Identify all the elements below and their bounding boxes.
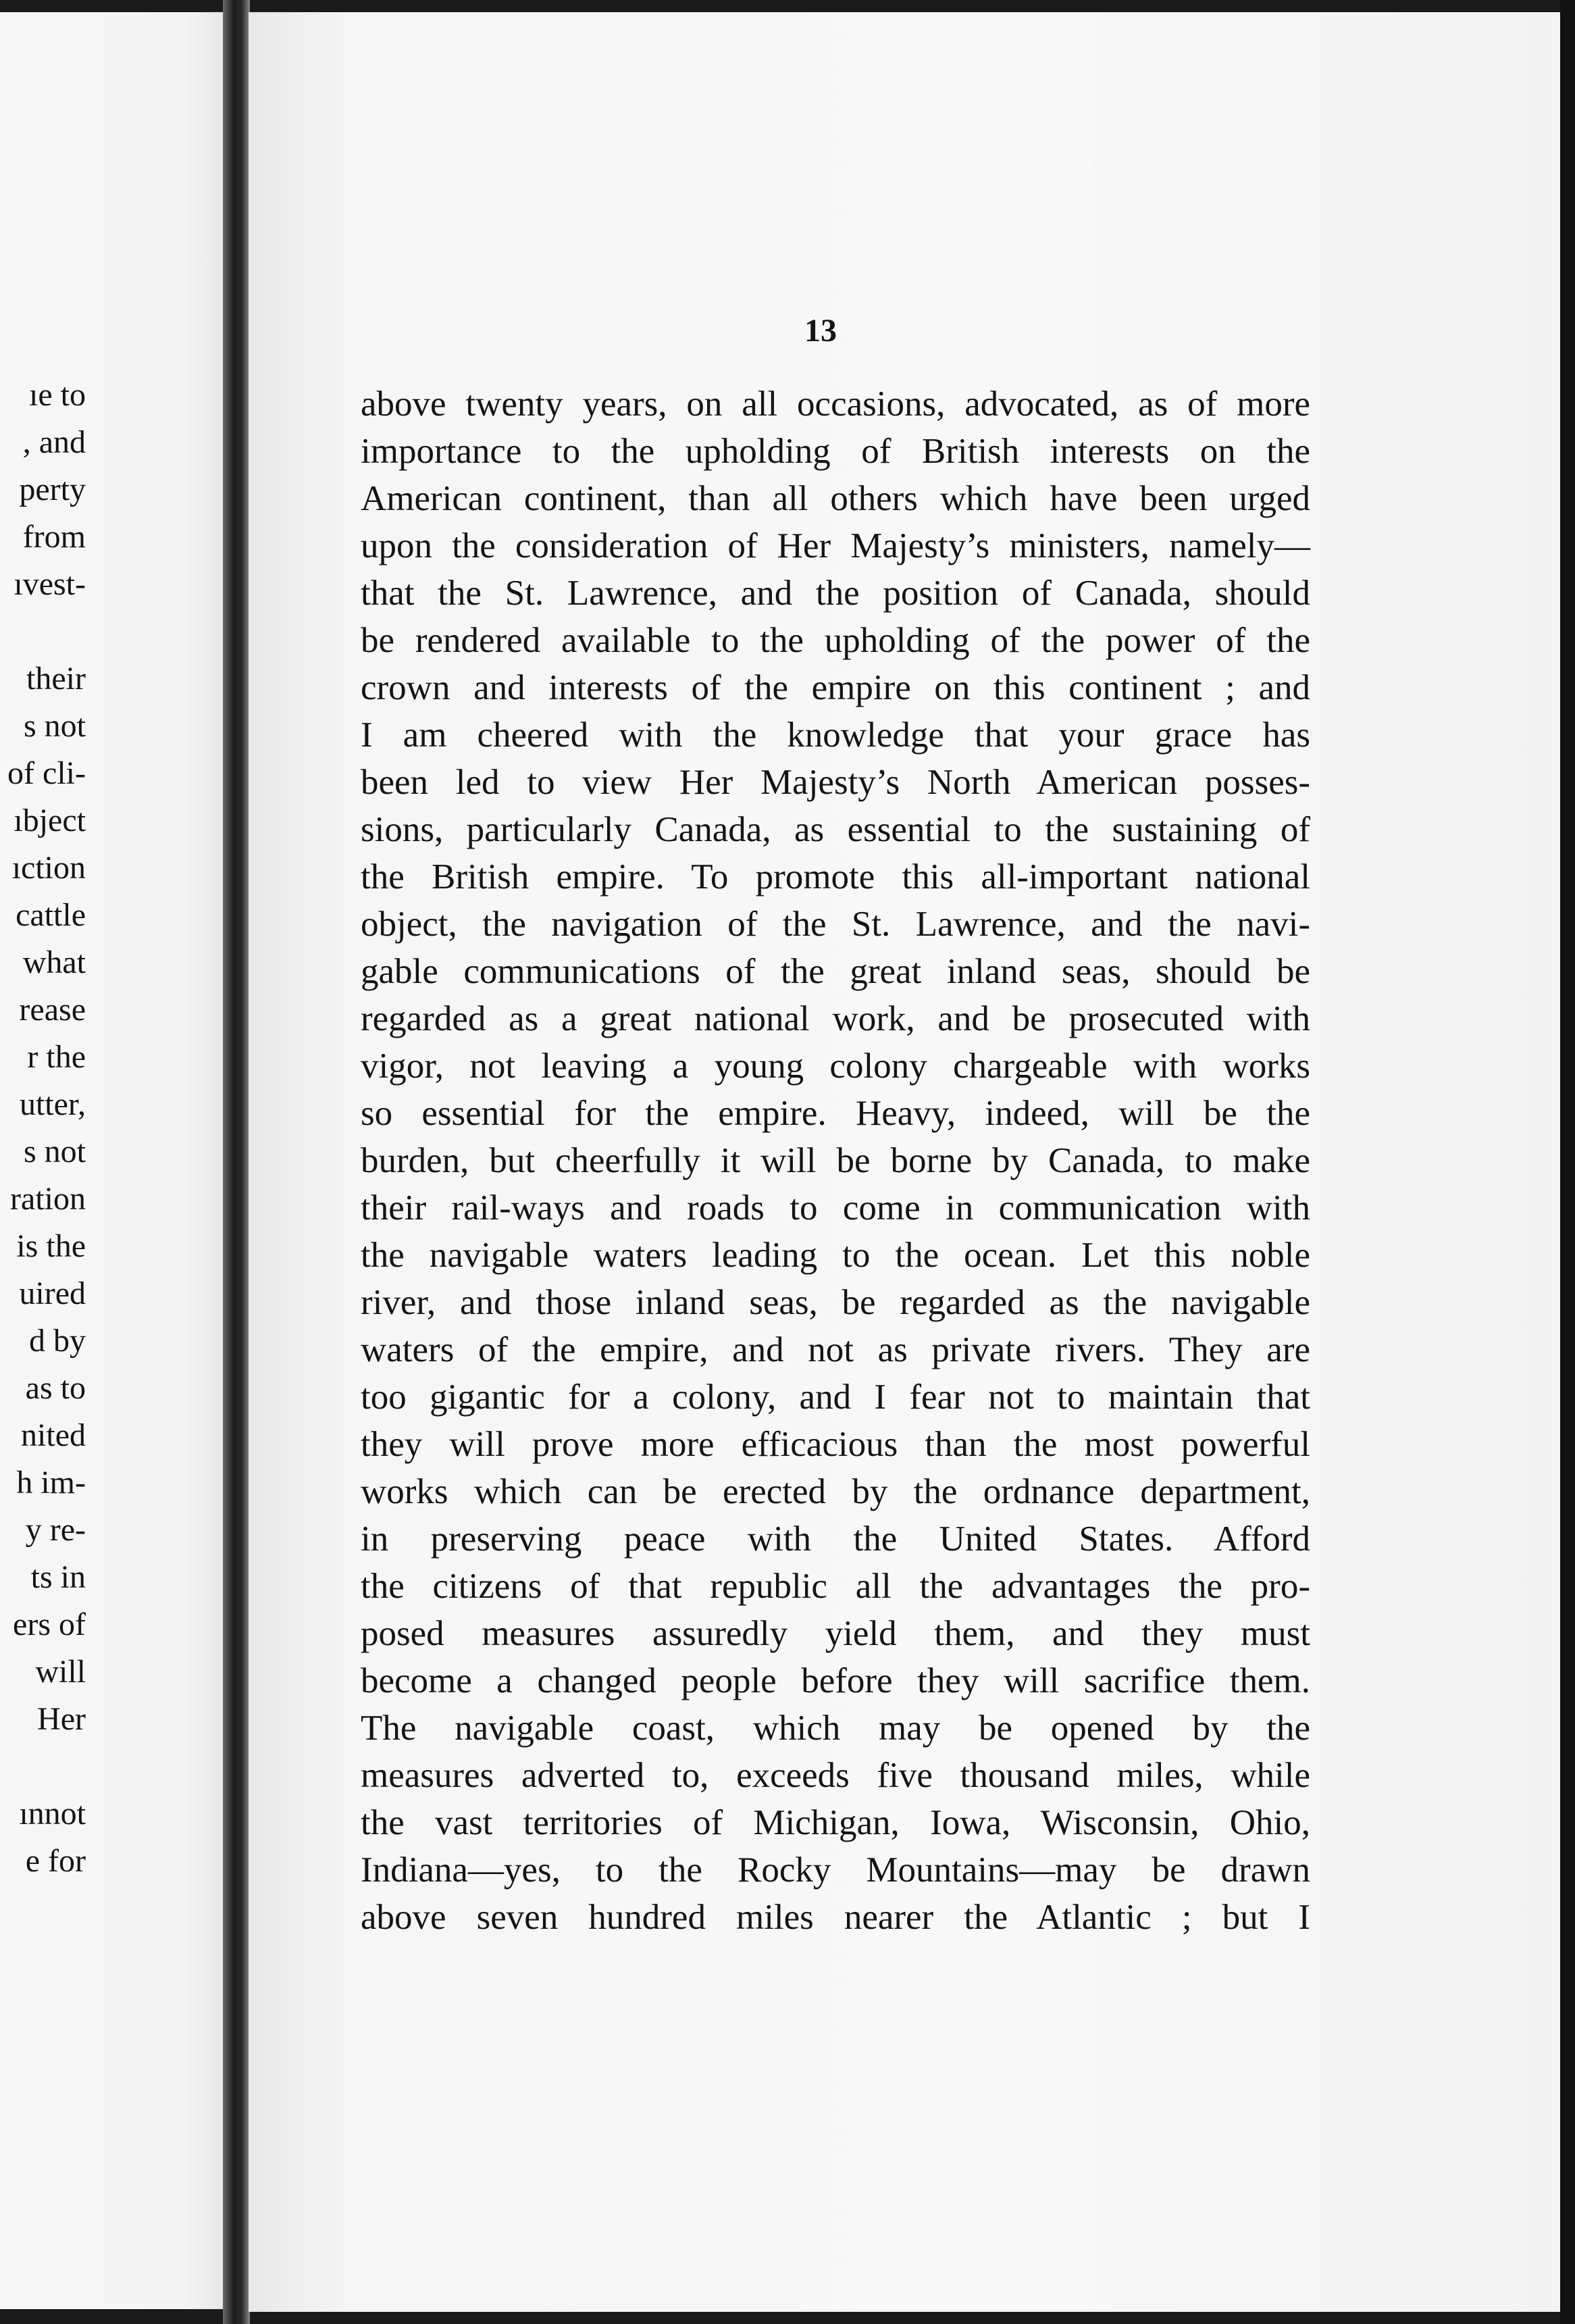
text-line: the citizens of that republic all the advantages the pro-	[361, 1567, 1310, 1606]
body-text	[361, 380, 1310, 1941]
left-page-line: rease	[19, 992, 86, 1028]
left-page-line: ts in	[30, 1559, 86, 1595]
text-line: sions, particularly Canada, as essential to the sustaining of	[361, 810, 1310, 849]
text-line: that the St. Lawrence, and the position of Canada, should	[361, 574, 1310, 613]
text-line: The navigable coast, which may be opened by the	[361, 1709, 1310, 1748]
left-page-line: , and	[22, 424, 86, 460]
text-line: so essential for the empire. Heavy, indeed, will be the	[361, 1094, 1310, 1133]
left-page-line: s not	[23, 708, 86, 744]
page-number: 13	[804, 313, 837, 349]
text-line: burden, but cheerfully it will be borne by Canada, to make	[361, 1141, 1310, 1180]
text-line: their rail-ways and roads to come in communication with	[361, 1188, 1310, 1228]
left-page-line: e for	[25, 1843, 86, 1879]
left-page-line: uired	[19, 1275, 86, 1311]
text-line: importance to the upholding of British interests on the	[361, 432, 1310, 471]
left-page-line: Her	[37, 1701, 86, 1737]
text-line: too gigantic for a colony, and I fear not to maintain that	[361, 1378, 1310, 1417]
left-page-line: r the	[27, 1039, 86, 1075]
left-page-line: utter,	[19, 1086, 86, 1122]
left-page-line: is the	[16, 1228, 86, 1264]
text-line: posed measures assuredly yield them, and they must	[361, 1614, 1310, 1653]
text-line: American continent, than all others which have been urged	[361, 479, 1310, 518]
left-page-line: their	[26, 661, 86, 697]
left-page-line: s not	[23, 1134, 86, 1169]
text-line: the navigable waters leading to the ocean. Let this noble	[361, 1236, 1310, 1275]
left-page-line: ınnot	[19, 1796, 86, 1832]
left-page-line: of cli-	[7, 755, 86, 791]
left-page-line: as to	[25, 1370, 86, 1406]
left-page	[0, 12, 233, 2309]
text-line: above twenty years, on all occasions, advocated, as of more	[361, 384, 1310, 424]
left-page-line: ıction	[11, 850, 86, 886]
left-page-line: ers of	[13, 1607, 86, 1642]
left-page-line: will	[35, 1654, 86, 1690]
left-page-line: ıvest-	[14, 566, 86, 602]
text-line: become a changed people before they will sacrifice them.	[361, 1661, 1310, 1700]
book-gutter	[223, 0, 250, 2324]
left-page-line: ıe to	[29, 377, 86, 413]
text-line: waters of the empire, and not as private rivers. They are	[361, 1330, 1310, 1369]
text-line: object, the navigation of the St. Lawrence, and the navi-	[361, 905, 1310, 944]
left-page-line: cattle	[16, 897, 86, 933]
text-line: the vast territories of Michigan, Iowa, Wisconsin, Ohio,	[361, 1803, 1310, 1842]
text-line: Indiana—yes, to the Rocky Mountains—may be drawn	[361, 1850, 1310, 1890]
text-line: in preserving peace with the United States. Afford	[361, 1519, 1310, 1559]
text-line: gable communications of the great inland seas, should be	[361, 952, 1310, 991]
text-line: crown and interests of the empire on this continent ; and	[361, 668, 1310, 707]
text-line: be rendered available to the upholding of the power of the	[361, 621, 1310, 660]
text-line: they will prove more efficacious than the most powerful	[361, 1425, 1310, 1464]
text-line: river, and those inland seas, be regarded as the navigable	[361, 1283, 1310, 1322]
text-line: the British empire. To promote this all-important national	[361, 857, 1310, 896]
left-page-line: y re-	[25, 1512, 86, 1548]
left-page-line: h im-	[16, 1465, 86, 1500]
text-line: regarded as a great national work, and be prosecuted with	[361, 999, 1310, 1038]
text-line: works which can be erected by the ordnance department,	[361, 1472, 1310, 1511]
text-line: above seven hundred miles nearer the Atlantic ; but I	[361, 1898, 1310, 1937]
left-page-line: d by	[29, 1323, 86, 1359]
text-line: been led to view Her Majesty’s North American posses-	[361, 763, 1310, 802]
text-line: measures adverted to, exceeds five thousand miles, while	[361, 1756, 1310, 1795]
left-page-line: ration	[10, 1181, 86, 1217]
left-page-line: nited	[21, 1417, 86, 1453]
page-edge	[1560, 0, 1575, 2324]
left-page-line: perty	[19, 472, 86, 507]
left-page-line: what	[22, 944, 86, 980]
left-page-line: from	[22, 519, 86, 555]
left-page-line: ıbject	[14, 803, 86, 838]
text-line: vigor, not leaving a young colony chargeable with works	[361, 1046, 1310, 1086]
text-line: upon the consideration of Her Majesty’s ministers, namely—	[361, 526, 1310, 565]
text-line: I am cheered with the knowledge that your grace has	[361, 715, 1310, 755]
